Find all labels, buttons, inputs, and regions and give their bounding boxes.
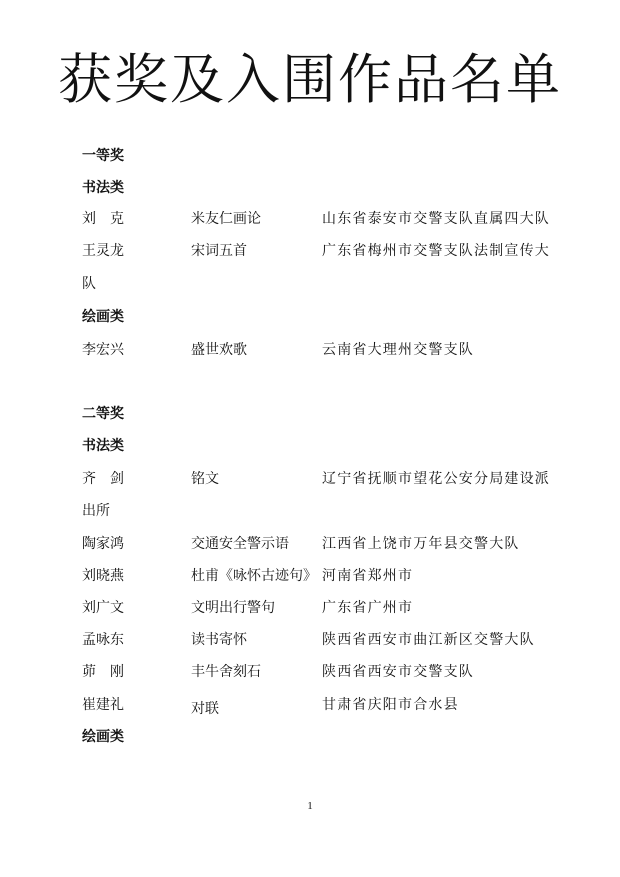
entry-work: 读书寄怀 — [191, 632, 247, 648]
entry-unit: 陕西省西安市曲江新区交警大队 — [322, 632, 535, 648]
entry-unit: 广东省梅州市交警支队法制宣传大 — [322, 243, 550, 259]
category-heading-calligraphy: 书法类 — [82, 180, 124, 196]
entry-unit: 陕西省西安市交警支队 — [322, 664, 474, 680]
entry-unit-continuation: 队 — [82, 276, 96, 292]
entry-name: 茆 刚 — [82, 664, 124, 680]
category-heading-calligraphy: 书法类 — [82, 438, 124, 454]
entry-work: 铭文 — [191, 471, 219, 487]
entry-unit: 江西省上饶市万年县交警大队 — [322, 536, 520, 552]
entry-work: 丰牛舍刻石 — [191, 664, 261, 680]
list-item — [82, 630, 542, 650]
entry-work: 宋词五首 — [191, 243, 247, 259]
category-heading-painting: 绘画类 — [82, 729, 124, 745]
list-item — [82, 566, 542, 586]
prize-heading-first: 一等奖 — [82, 148, 124, 164]
list-item — [82, 209, 550, 229]
entry-work: 对联 — [191, 701, 219, 717]
entry-work: 盛世欢歌 — [191, 342, 247, 358]
entry-name: 刘广文 — [82, 600, 124, 616]
entry-name: 刘 克 — [82, 211, 124, 227]
entry-name: 崔建礼 — [82, 697, 124, 713]
entry-work: 文明出行警句 — [191, 600, 275, 616]
prize-heading-second: 二等奖 — [82, 406, 124, 422]
entry-unit: 甘肃省庆阳市合水县 — [322, 697, 459, 713]
entry-unit-continuation: 出所 — [82, 503, 110, 519]
page-title: 获奖及入围作品名单 — [58, 48, 562, 111]
entry-work: 交通安全警示语 — [191, 536, 289, 552]
entry-name: 李宏兴 — [82, 342, 124, 358]
entry-work: 米友仁画论 — [191, 211, 261, 227]
entry-unit: 辽宁省抚顺市望花公安分局建设派 — [322, 471, 550, 487]
list-item — [82, 534, 542, 554]
entry-unit: 广东省广州市 — [322, 600, 414, 616]
entry-name: 孟咏东 — [82, 632, 124, 648]
entry-unit: 山东省泰安市交警支队直属四大队 — [322, 211, 550, 227]
entry-unit: 河南省郑州市 — [322, 568, 414, 584]
entry-name: 王灵龙 — [82, 243, 124, 259]
entry-work: 杜甫《咏怀古迹句》 — [191, 568, 317, 584]
entry-name: 齐 剑 — [82, 471, 124, 487]
entry-unit: 云南省大理州交警支队 — [322, 342, 474, 358]
list-item — [82, 469, 550, 489]
category-heading-painting: 绘画类 — [82, 309, 124, 325]
list-item — [82, 598, 542, 618]
entry-name: 刘晓燕 — [82, 568, 124, 584]
entry-name: 陶家鸿 — [82, 536, 124, 552]
list-item — [82, 695, 542, 715]
list-item — [82, 241, 550, 261]
list-item — [82, 662, 542, 682]
list-item — [82, 340, 542, 360]
page-number: 1 — [307, 800, 313, 812]
